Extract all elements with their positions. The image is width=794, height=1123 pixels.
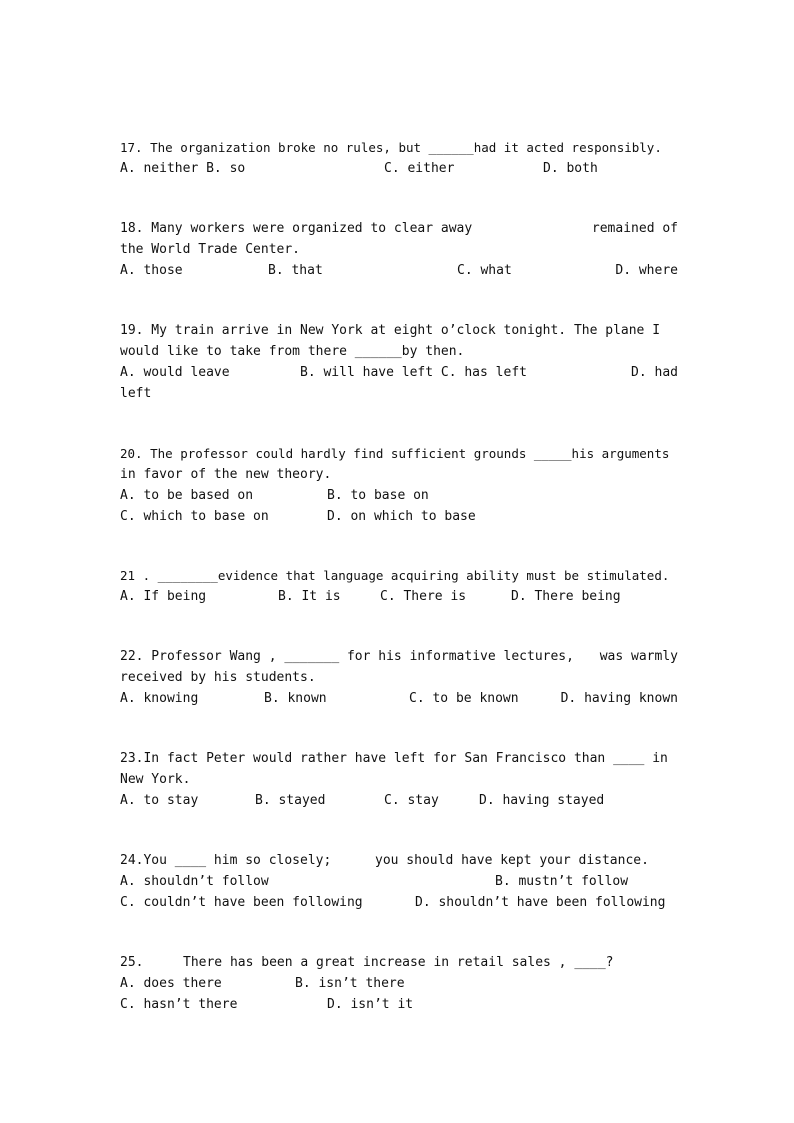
options-row — [120, 506, 678, 527]
option-d: D. on which to base — [327, 509, 476, 524]
option-a: A. those — [120, 263, 183, 278]
question-stem — [120, 748, 678, 769]
stem-text: New York. — [120, 772, 191, 787]
question-stem — [120, 218, 678, 239]
option-a: A. would leave — [120, 365, 230, 380]
option-d: D. having known — [560, 691, 678, 706]
question-stem — [120, 850, 678, 871]
stem-text: 23.In fact Peter would rather have left for San Francisco than ____ in — [120, 751, 668, 766]
question-stem-cont — [120, 769, 678, 790]
option-d-cont: left — [120, 386, 152, 401]
question-stem — [120, 565, 678, 586]
stem-text: There has been a great increase in retail sales , ____? — [183, 955, 614, 970]
option-b: B. It is — [278, 589, 341, 604]
question-24 — [120, 850, 678, 913]
option-b: B. isn’t there — [295, 976, 405, 991]
options-row — [120, 871, 678, 892]
stem-text-right: remained of — [591, 221, 678, 236]
question-21 — [120, 565, 678, 607]
option-c: C. stay — [384, 793, 439, 808]
options-row — [120, 892, 678, 913]
option-b: B. that — [268, 263, 323, 278]
option-a: A. shouldn’t follow — [120, 874, 269, 889]
option-a: A. knowing — [120, 691, 199, 706]
option-c: C. There is — [380, 589, 467, 604]
stem-text: the World Trade Center. — [120, 242, 301, 257]
question-stem — [120, 443, 678, 464]
option-c: C. to be known — [409, 691, 519, 706]
options-row — [120, 260, 678, 281]
question-number: 25. — [120, 955, 144, 970]
option-b: B. mustn’t follow — [495, 874, 629, 889]
option-d: D. There being — [511, 589, 621, 604]
option-d: D. had — [631, 365, 678, 380]
options-row — [120, 485, 678, 506]
option-a: A. neither B. so — [120, 161, 246, 176]
option-c: C. which to base on — [120, 509, 269, 524]
option-a: A. does there — [120, 976, 222, 991]
question-stem — [120, 320, 678, 341]
options-row — [120, 688, 678, 709]
option-d: D. both — [543, 161, 598, 176]
stem-text-right: you should have kept your distance. — [375, 853, 649, 868]
options-row-cont — [120, 383, 678, 404]
stem-text: would like to take from there ______by then. — [120, 344, 465, 359]
stem-text: received by his students. — [120, 670, 316, 685]
stem-text: 17. The organization broke no rules, but ______had it acted responsibly. — [120, 140, 662, 155]
option-d: D. having stayed — [479, 793, 605, 808]
question-20 — [120, 443, 678, 527]
option-c: C. either — [384, 161, 455, 176]
option-b: B. known — [264, 691, 327, 706]
options-row — [120, 994, 678, 1015]
option-b: B. stayed — [255, 793, 326, 808]
stem-text: 21 . ________evidence that language acquiring ability must be stimulated. — [120, 568, 670, 583]
stem-text: 20. The professor could hardly find sufficient grounds _____his arguments — [120, 446, 670, 461]
options-row — [120, 362, 678, 383]
stem-text: 19. My train arrive in New York at eight o’clock tonight. The plane I — [120, 323, 661, 338]
question-18 — [120, 218, 678, 281]
options-row — [120, 973, 678, 994]
option-d: D. where — [615, 263, 678, 278]
stem-text: 22. Professor Wang , _______ for his informative lectures, — [120, 649, 574, 664]
question-stem-cont — [120, 464, 678, 485]
option-a: A. to stay — [120, 793, 199, 808]
question-stem-cont — [120, 341, 678, 362]
option-b: B. will have left C. has left — [300, 365, 527, 380]
option-a: A. If being — [120, 589, 207, 604]
question-22 — [120, 646, 678, 709]
question-stem — [120, 137, 678, 158]
stem-text: in favor of the new theory. — [120, 467, 332, 482]
question-23 — [120, 748, 678, 811]
options-row — [120, 586, 678, 607]
option-c: C. what — [457, 263, 512, 278]
question-stem — [120, 952, 678, 973]
stem-text: 18. Many workers were organized to clear away — [120, 221, 473, 236]
question-17 — [120, 137, 678, 179]
question-stem — [120, 646, 678, 667]
option-d: D. isn’t it — [327, 997, 414, 1012]
options-row — [120, 158, 678, 179]
question-19 — [120, 320, 678, 404]
options-row — [120, 790, 678, 811]
option-b: B. to base on — [327, 488, 429, 503]
stem-text: 24.You ____ him so closely; — [120, 853, 332, 868]
option-c: C. couldn’t have been following — [120, 895, 363, 910]
question-stem-cont — [120, 667, 678, 688]
option-c: C. hasn’t there — [120, 997, 238, 1012]
option-a: A. to be based on — [120, 488, 254, 503]
question-25 — [120, 952, 678, 1015]
stem-text-right: was warmly — [599, 649, 678, 664]
question-stem-cont — [120, 239, 678, 260]
option-d: D. shouldn’t have been following — [415, 895, 666, 910]
